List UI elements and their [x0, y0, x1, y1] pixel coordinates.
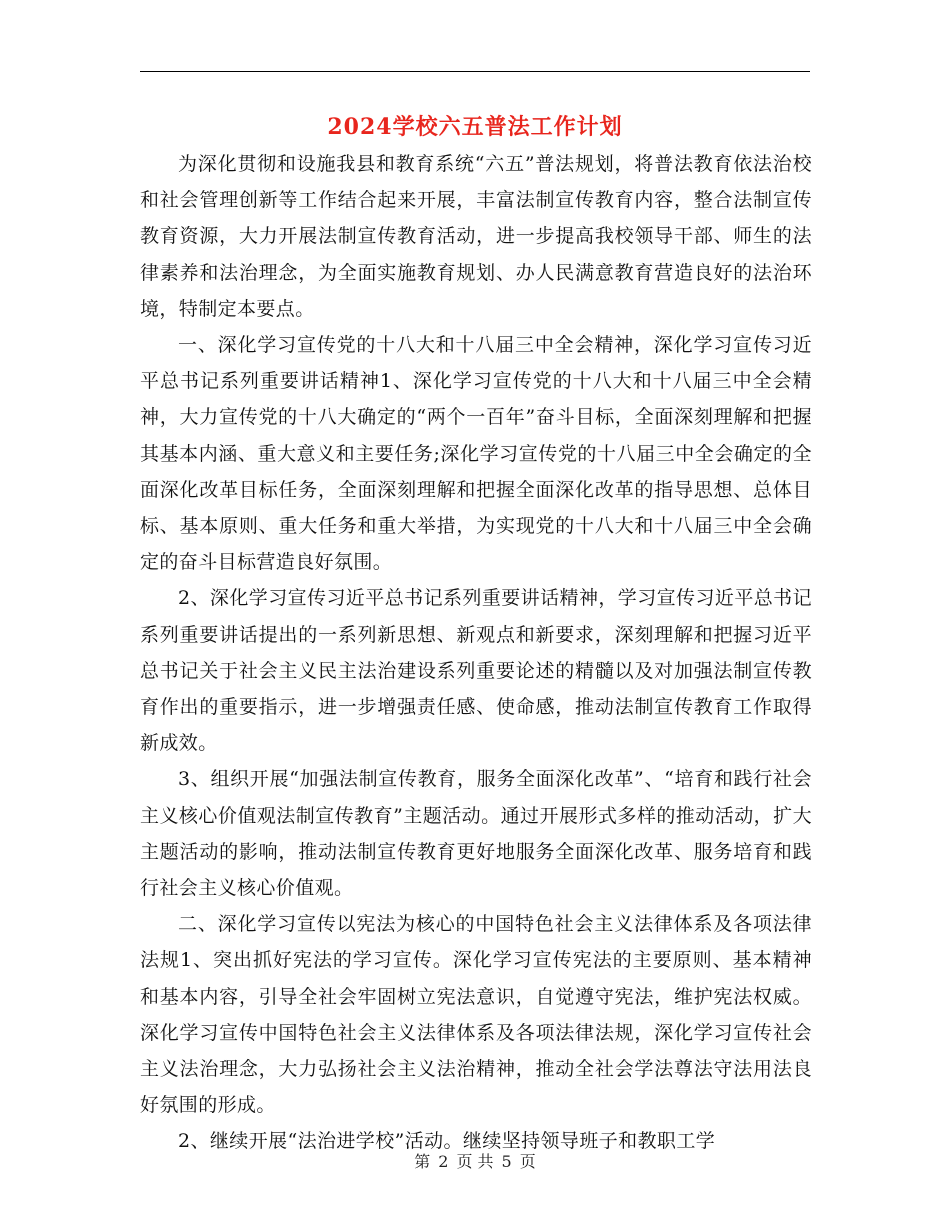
- page-footer: [0, 1150, 950, 1174]
- document-body: [140, 146, 812, 1160]
- paragraph-section-1-item-3: 3、组织开展“加强法制宣传教育，服务全面深化改革”、“培育和践行社会主义核心价值观法制宣传教育”主题活动。通过开展形式多样的推动活动，扩大主题活动的影响，推动法制宣传教育更好地服务全面深化改革、服务培育和践行社会主义核心价值观。: [140, 768, 812, 900]
- paragraph-section-2: 二、深化学习宣传以宪法为核心的中国特色社会主义法律体系及各项法律法规1、突出抓好宪法的学习宣传。深化学习宣传宪法的主要原则、基本精神和基本内容，引导全社会牢固树立宪法意识，自觉遵守宪法，维护宪法权威。深化学习宣传中国特色社会主义法律体系及各项法律法规，深化学习宣传社会主义法治理念，大力弘扬社会主义法治精神，推动全社会学法尊法守法用法良好氛围的形成。: [140, 913, 812, 1117]
- footer-middle: 页 共: [456, 1152, 494, 1171]
- paragraph-intro: 为深化贯彻和设施我县和教育系统“六五”普法规划，将普法教育依法治校和社会管理创新等工作结合起来开展，丰富法制宣传教育内容，整合法制宣传教育资源，大力开展法制宣传教育活动，进一步提高我校领导干部、师生的法律素养和法治理念，为全面实施教育规划、办人民满意教育营造良好的法治环境，特制定本要点。: [140, 153, 812, 320]
- document-title: 2024学校六五普法工作计划: [327, 114, 623, 140]
- footer-suffix: 页: [519, 1152, 536, 1171]
- paragraph-section-1-item-2: 2、深化学习宣传习近平总书记系列重要讲话精神，学习宣传习近平总书记系列重要讲话提出的一系列新思想、新观点和新要求，深刻理解和把握习近平总书记关于社会主义民主法治建设系列重要论述的精髓以及对加强法制宣传教育作出的重要指示，进一步增强责任感、使命感，推动法制宣传教育工作取得新成效。: [140, 587, 812, 755]
- footer-page-total: 5: [501, 1152, 512, 1171]
- paragraph-section-1: 一、深化学习宣传党的十八大和十八届三中全会精神，深化学习宣传习近平总书记系列重要讲话精神1、深化学习宣传党的十八大和十八届三中全会精神，大力宣传党的十八大确定的“两个一百年”奋斗目标，全面深刻理解和把握其基本内涵、重大意义和主要任务;深化学习宣传党的十八届三中全会确定的全面深化改革目标任务，全面深刻理解和把握全面深化改革的指导思想、总体目标、基本原则、重大任务和重大举措，为实现党的十八大和十八届三中全会确定的奋斗目标营造良好氛围。: [140, 334, 812, 574]
- footer-prefix: 第: [414, 1152, 431, 1171]
- footer-page-current: 2: [438, 1152, 449, 1171]
- paragraph-section-2-item-2: 2、继续开展“法治进学校”活动。继续坚持领导班子和教职工学: [178, 1130, 716, 1153]
- header-rule: [140, 71, 810, 72]
